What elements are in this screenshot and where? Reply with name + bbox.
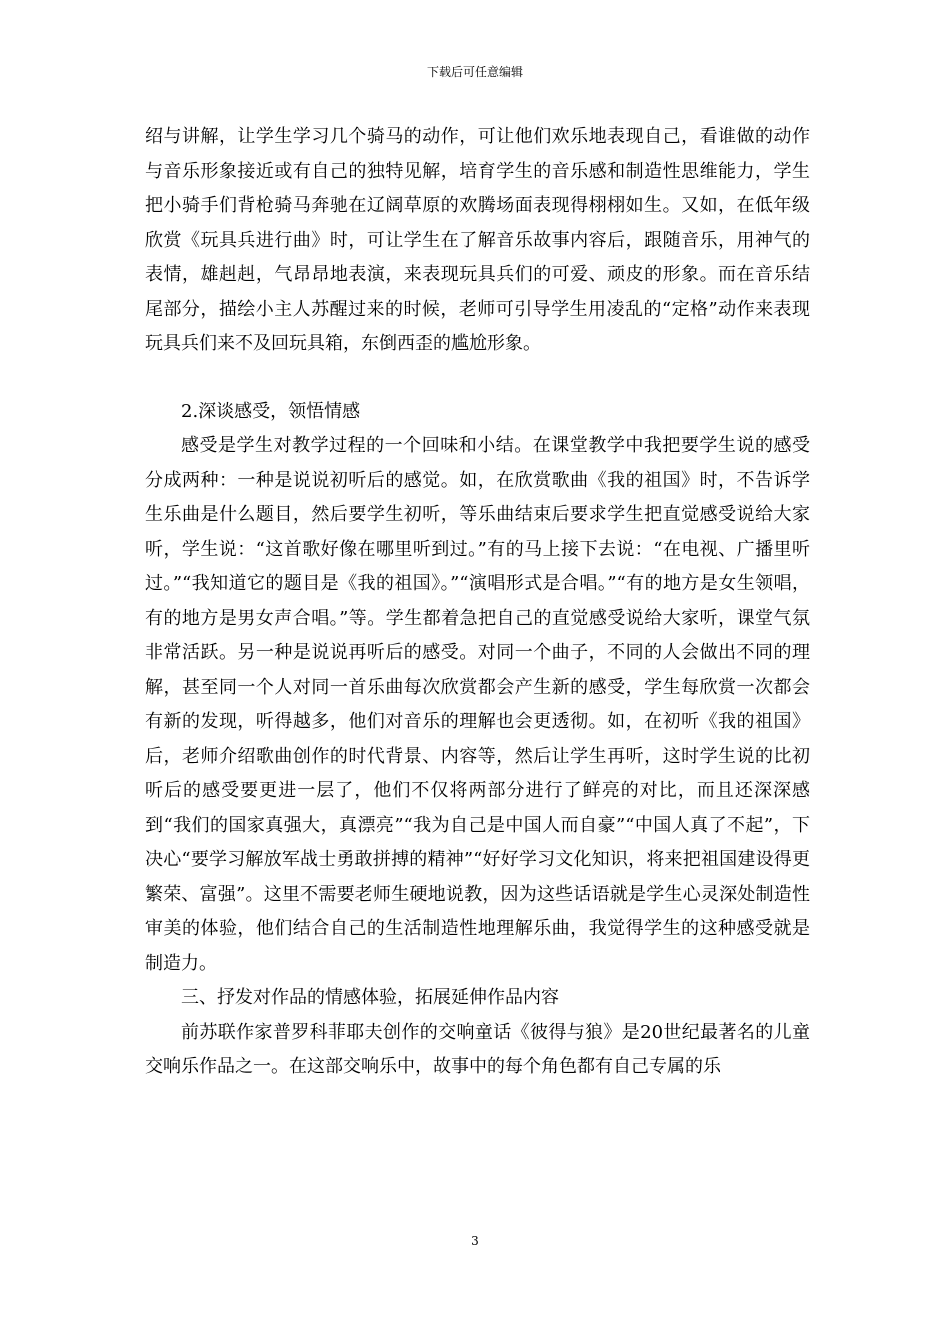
section-heading-2: 2.深谈感受，领悟情感 — [181, 400, 361, 422]
section-heading-3: 三、抒发对作品的情感体验，拓展延伸作品内容 — [181, 987, 559, 1008]
page-number: 3 — [471, 1234, 479, 1248]
document-body — [145, 120, 810, 1085]
paragraph-continuation: 绍与讲解，让学生学习几个骑马的动作，可让他们欢乐地表现自己，看谁做的动作与音乐形象接近或有自己的独特见解，培育学生的音乐感和制造性思维能力，学生把小骑手们背枪骑马奔驰在辽阔草原的欢腾场面表现得栩栩如生。又如，在低年级欣赏《玩具兵进行曲》时，可让学生在了解音乐故事内容后，跟随音乐，用神气的表情，雄赳赳，气昂昂地表演，来表现玩具兵们的可爱、顽皮的形象。而在音乐结尾部分，描绘小主人苏醒过来的时候，老师可引导学生用凌乱的“定格”动作来表现玩具兵们来不及回玩具箱，东倒西歪的尴尬形象。 — [145, 126, 810, 354]
paragraph-feelings: 感受是学生对教学过程的一个回味和小结。在课堂教学中我把要学生说的感受分成两种：一种是说说初听后的感觉。如，在欣赏歌曲《我的祖国》时，不告诉学生乐曲是什么题目，然后要学生初听，等乐曲结束后要求学生把直觉感受说给大家听，学生说：“这首歌好像在哪里听到过。”有的马上接下去说：“在电视、广播里听过。”“我知道它的题目是《我的祖国》。”“演唱形式是合唱。”“有的地方是女生领唱，有的地方是男女声合唱。”等。学生都着急把自己的直觉感受说给大家听，课堂气氛非常活跃。另一种是说说再听后的感受。对同一个曲子，不同的人会做出不同的理解，甚至同一个人对同一首乐曲每次欣赏都会产生新的感受，学生每欣赏一次都会有新的发现，听得越多，他们对音乐的理解也会更透彻。如，在初听《我的祖国》后，老师介绍歌曲创作的时代背景、内容等，然后让学生再听，这时学生说的比初听后的感受要更进一层了，他们不仅将两部分进行了鲜亮的对比，而且还深深感到“我们的国家真强大，真漂亮”“我为自己是中国人而自豪”“中国人真了不起”，下决心“要学习解放军战士勇敢拼搏的精神”“好好学习文化知识，将来把祖国建设得更繁荣、富强”。这里不需要老师生硬地说教，因为这些话语就是学生心灵深处制造性审美的体验，他们结合自己的生活制造性地理解乐曲，我觉得学生的这种感受就是制造力。 — [145, 435, 810, 974]
paragraph-peter-and-wolf: 前苏联作家普罗科菲耶夫创作的交响童话《彼得与狼》是20世纪最著名的儿童交响乐作品之一。在这部交响乐中，故事中的每个角色都有自己专属的乐 — [145, 1021, 810, 1077]
page-header: 下载后可任意编辑 — [426, 65, 523, 79]
